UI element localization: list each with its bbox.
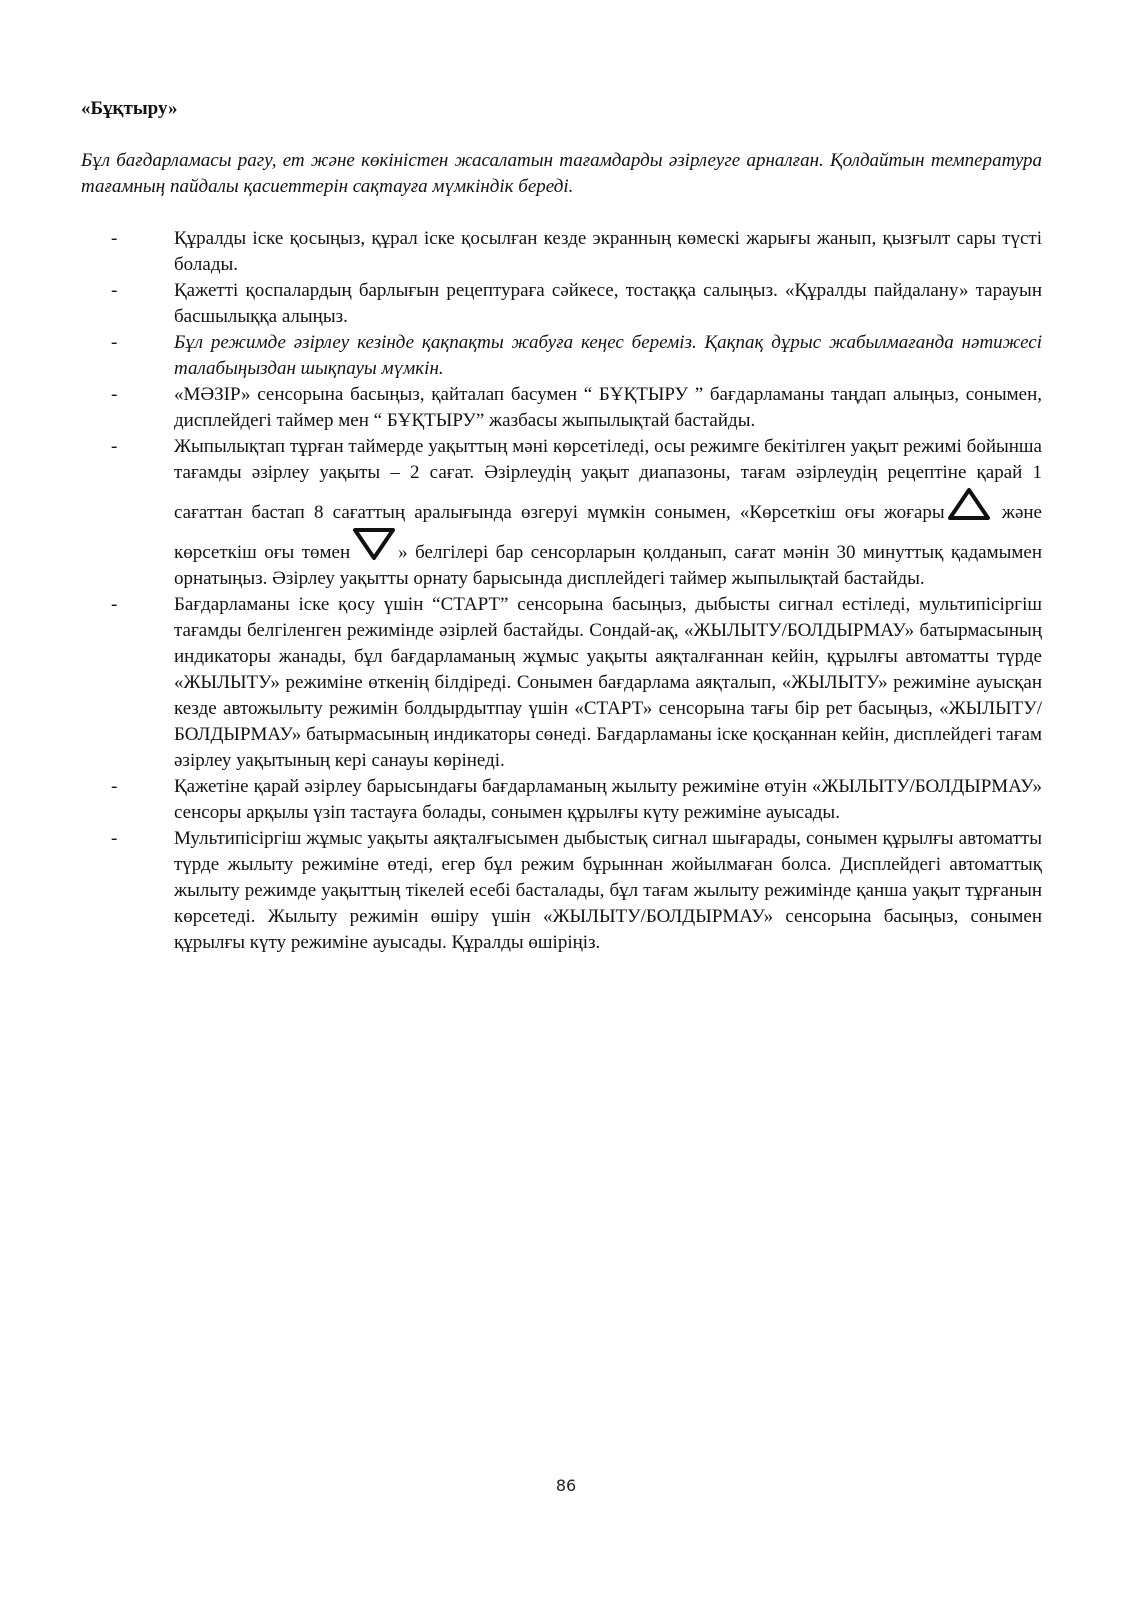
bullet-dash: - (111, 332, 118, 353)
list-item-text: Бағдарламаны іске қосу үшін “СТАРТ” сенсорына басыңыз, дыбысты сигнал естіледі, мультипісіргіш тағамды белгіленген режимінде әзірлей бастайды. Сондай-ақ, «ЖЫЛЫТУ/БОЛДЫРМАУ» батырмасының индикаторы жанады, бұл бағдарламаның жұмыс уақыты аяқталғаннан кейін, құрылғы автоматты түрде «ЖЫЛЫТУ» режиміне өткенің білдіреді. Сонымен бағдарлама аяқталып, «ЖЫЛЫТУ» режиміне ауысқан кезде автожылыту режимін болдырдытпау үшін «СТАРТ» сенсорына тағы бір рет басыңыз, «ЖЫЛЫТУ/БОЛДЫРМАУ» батырмасының индикаторы сөнеді. Бағдарламаны іске қосқаннан кейін, дисплейдегі тағам әзірлеу уақытының кері санауы көрінеді. (174, 594, 1042, 771)
instruction-list (111, 226, 1042, 956)
list-item (111, 434, 1042, 592)
list-item-text: «МӘЗІР» сенсорына басыңыз, қайталап басумен “ БҰҚТЫРУ ” бағдарламаны таңдап алыңыз, сонымен, дисплейдегі таймер мен “ БҰҚТЫРУ” жазбасы жыпылықтай бастайды. (174, 384, 1042, 431)
bullet-dash: - (111, 594, 118, 615)
bullet-dash: - (111, 776, 118, 797)
list-item-text: » белгілері бар сенсорларын қолданып, сағат мәнін 30 минуттық қадамымен орнатыңыз. Әзірлеу уақытты орнату барысында дисплейдегі таймер жыпылықтай бастайды. (174, 542, 1042, 589)
list-item-text: Қажетті қоспалардың барлығын рецептураға сәйкесе, тостаққа салыңыз. «Құралды пайдалану» тарауын басшылыққа алыңыз. (174, 280, 1042, 327)
list-item-text: Мультипісіргіш жұмыс уақыты аяқталғысымен дыбыстық сигнал шығарады, сонымен құрылғы автоматты түрде жылыту режиміне өтеді, егер бұл режим бұрыннан жойылмаған болса. Дисплейдегі автоматтық жылыту режимде уақыттың тікелей есебі басталады, бұл тағам жылыту режимінде қанша уақыт тұрғанын көрсетеді. Жылыту режимін өшіру үшін «ЖЫЛЫТУ/БОЛДЫРМАУ» сенсорына басыңыз, сонымен құрылғы күту режиміне ауысады. Құралды өшіріңіз. (174, 828, 1042, 953)
intro-paragraph: Бұл бағдарламасы рагу, ет және көкіністен жасалатын тағамдарды әзірлеуге арналған. Қолдайтын температура тағамның пайдалы қасиеттерін сақтауға мүмкіндік береді. (81, 150, 1042, 197)
list-item (111, 774, 1042, 826)
list-item (111, 382, 1042, 434)
list-item (111, 826, 1042, 956)
list-item (111, 330, 1042, 382)
list-item (111, 226, 1042, 278)
bullet-dash: - (111, 228, 118, 249)
page-number: 86 (555, 1476, 577, 1495)
bullet-dash: - (111, 280, 118, 301)
triangle-down-icon (351, 526, 397, 562)
list-item-text: Бұл режимде әзірлеу кезінде қақпақты жабуға кеңес береміз. Қақпақ дұрыс жабылмағанда нәтижесі талабыңыздан шықпауы мүмкін. (174, 332, 1042, 379)
bullet-dash: - (111, 828, 118, 849)
bullet-dash: - (111, 436, 118, 457)
list-item (111, 592, 1042, 774)
list-item-text: және көрсеткіш оғы төмен (174, 502, 1042, 563)
triangle-up-icon (946, 486, 992, 522)
list-item-text: Жыпылықтап тұрған таймерде уақыттың мәні көрсетіледі, осы режимге бекітілген уақыт режимі бойынша тағамды әзірлеу уақыты – 2 сағат. Әзірлеудің уақыт диапазоны, тағам әзірлеудің рецептіне қарай 1 сағаттан бастап 8 сағаттың аралығында өзгеруі мүмкін сонымен, «Көрсеткіш оғы жоғары (174, 436, 1042, 523)
list-item-text: Құралды іске қосыңыз, құрал іске қосылған кезде экранның көмескі жарығы жанып, қызғылт сары түсті болады. (174, 228, 1042, 275)
section-title: «Бұқтыру» (81, 98, 178, 119)
list-item (111, 278, 1042, 330)
bullet-dash: - (111, 384, 118, 405)
list-item-text: Қажетіне қарай әзірлеу барысындағы бағдарламаның жылыту режиміне өтуін «ЖЫЛЫТУ/БОЛДЫРМАУ» сенсоры арқылы үзіп тастауға болады, сонымен құрылғы күту режиміне ауысады. (174, 776, 1042, 823)
